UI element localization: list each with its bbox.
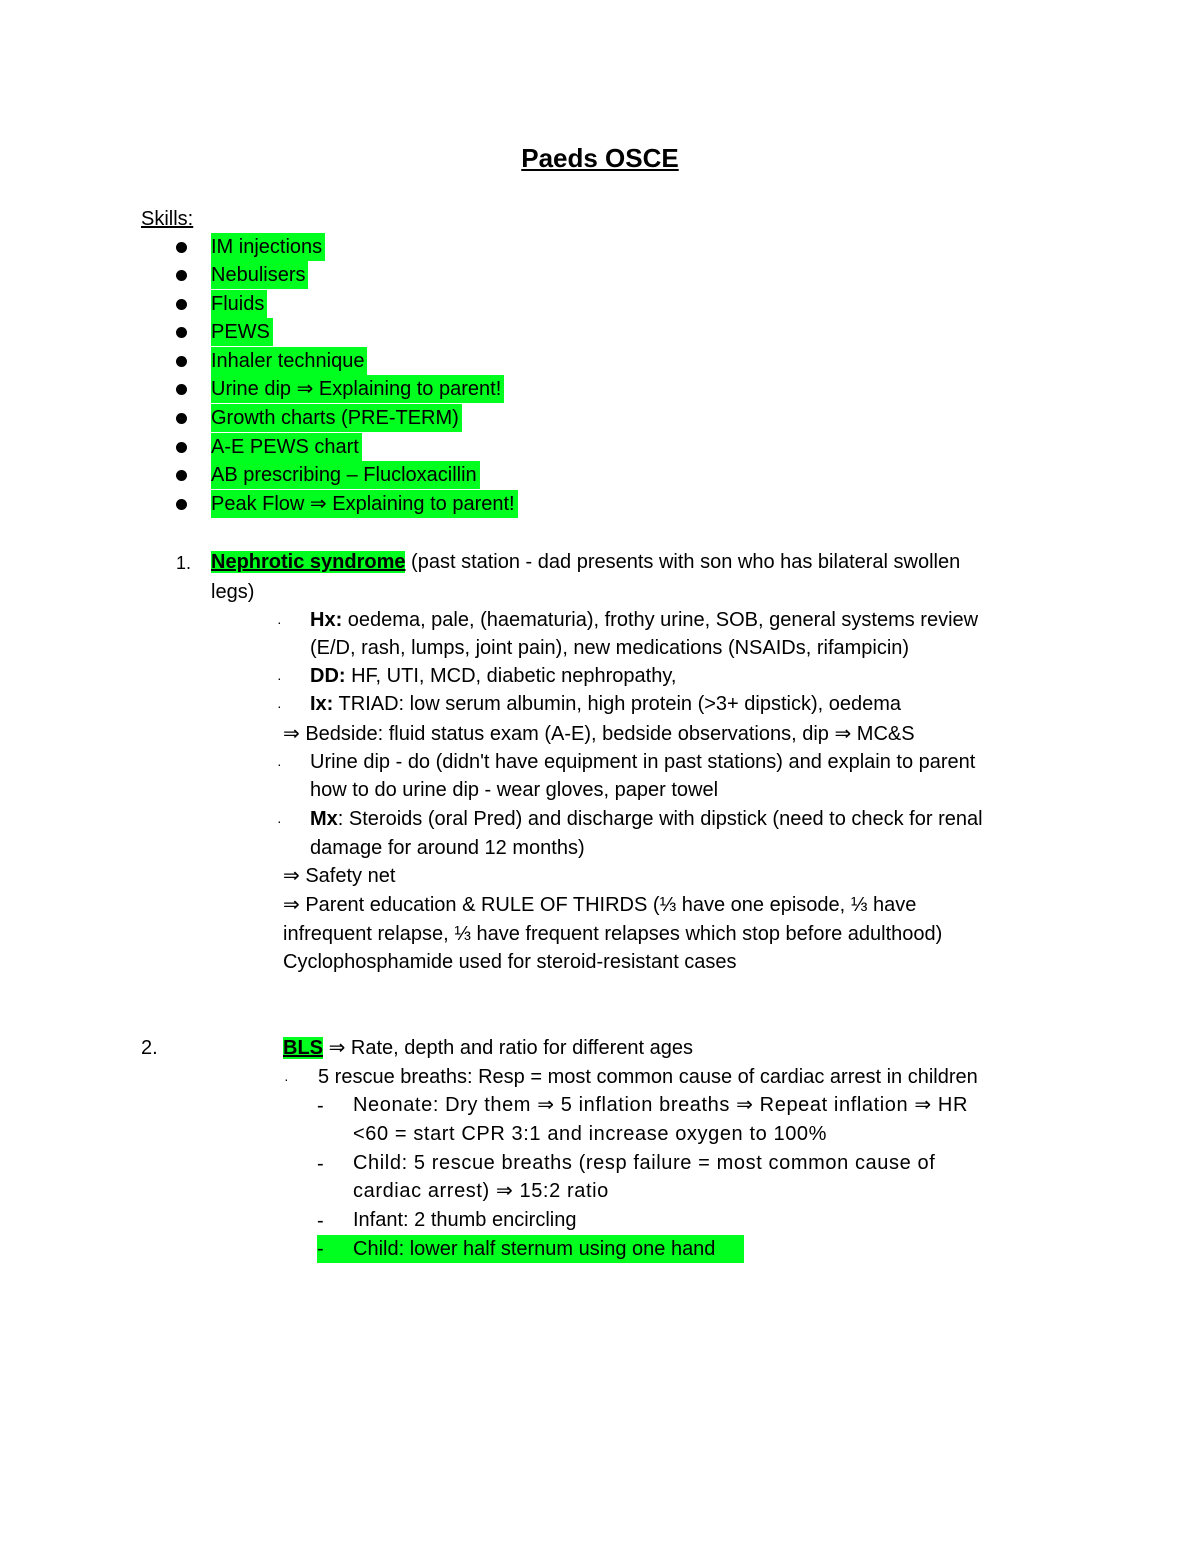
bullet-icon (176, 242, 187, 253)
neonate-text: Neonate: Dry them ⇒ 5 inflation breaths ⇒ Repeat inflation ⇒ HR (353, 1094, 969, 1116)
skill-label: Peak Flow ⇒ Explaining to parent! (211, 490, 518, 518)
ix-label: Ix: (310, 693, 334, 715)
bullet-icon (176, 327, 187, 338)
bullet-icon: · (277, 813, 282, 829)
skill-label: Fluids (211, 290, 267, 318)
safety-net-text: ⇒ Safety net (283, 865, 396, 887)
bullet-icon (176, 299, 187, 310)
bullet-icon: · (277, 698, 282, 714)
bullet-icon (176, 356, 187, 367)
bullet-icon: · (277, 756, 282, 772)
section-heading-line (283, 1034, 693, 1062)
urine-dip-text-cont: how to do urine dip - wear gloves, paper towel (310, 779, 719, 801)
section-heading-context-cont: legs) (211, 581, 255, 603)
parent-education-text-cont: infrequent relapse, ⅓ have frequent relapses which stop before adulthood) (283, 923, 943, 945)
bullet-icon: · (277, 670, 282, 686)
skill-label: Nebulisers (211, 261, 308, 289)
bullet-icon (176, 384, 187, 395)
child-lower-sternum-text: Child: lower half sternum using one hand (353, 1238, 716, 1260)
neonate-text-cont: <60 = start CPR 3:1 and increase oxygen to 100% (353, 1123, 828, 1145)
dd-label: DD: (310, 665, 346, 687)
ix-line (310, 690, 901, 718)
skill-label: Urine dip ⇒ Explaining to parent! (211, 375, 504, 403)
hx-line (310, 606, 978, 634)
bullet-icon: · (277, 614, 282, 630)
dd-text: HF, UTI, MCD, diabetic nephropathy, (351, 665, 677, 687)
dash-icon: - (317, 1238, 324, 1260)
child-text-cont: cardiac arrest) ⇒ 15:2 ratio (353, 1180, 609, 1202)
bullet-icon (176, 413, 187, 424)
hx-text: oedema, pale, (haematuria), frothy urine, SOB, general systems review (347, 609, 979, 631)
bullet-icon (176, 442, 187, 453)
dash-icon: - (317, 1153, 324, 1175)
hx-label: Hx: (310, 609, 343, 631)
mx-text-cont: damage for around 12 months) (310, 837, 585, 859)
bullet-icon: · (284, 1071, 289, 1087)
hx-text-cont: (E/D, rash, lumps, joint pain), new medications (NSAIDs, rifampicin) (310, 637, 910, 659)
page-title: Paeds OSCE (521, 143, 679, 173)
section-heading: BLS (283, 1037, 323, 1059)
section-number: 1. (176, 553, 192, 573)
urine-dip-text: Urine dip - do (didn't have equipment in past stations) and explain to parent (310, 751, 976, 773)
parent-education-text: ⇒ Parent education & RULE OF THIRDS (⅓ have one episode, ⅓ have (283, 894, 917, 916)
highlighted-item (317, 1235, 744, 1263)
dash-icon: - (317, 1210, 324, 1232)
mx-line (310, 805, 983, 833)
child-text: Child: 5 rescue breaths (resp failure = most common cause of (353, 1152, 936, 1174)
skill-label: AB prescribing – Flucloxacillin (211, 461, 480, 489)
skills-heading: Skills: (141, 208, 194, 230)
rescue-breaths-text: 5 rescue breaths: Resp = most common cause of cardiac arrest in children (318, 1066, 978, 1088)
section-heading-context: ⇒ Rate, depth and ratio for different ages (328, 1037, 693, 1059)
bullet-icon (176, 499, 187, 510)
skill-label: A-E PEWS chart (211, 433, 362, 461)
skill-label: Growth charts (PRE-TERM) (211, 404, 462, 432)
section-heading: Nephrotic syndrome (211, 551, 406, 573)
infant-text: Infant: 2 thumb encircling (353, 1209, 577, 1231)
cyclophosphamide-text: Cyclophosphamide used for steroid-resistant cases (283, 951, 737, 973)
section-heading-context: (past station - dad presents with son who has bilateral swollen (411, 551, 961, 573)
mx-text: : Steroids (oral Pred) and discharge with dipstick (need to check for renal (337, 808, 983, 830)
bullet-icon (176, 470, 187, 481)
section-heading-line (211, 548, 960, 576)
dd-line (310, 662, 676, 690)
skill-label: PEWS (211, 318, 273, 346)
dash-icon: - (317, 1095, 324, 1117)
skill-label: Inhaler technique (211, 347, 367, 375)
ix-text: TRIAD: low serum albumin, high protein (>3+ dipstick), oedema (338, 693, 902, 715)
bullet-icon (176, 270, 187, 281)
bedside-text: ⇒ Bedside: fluid status exam (A-E), bedside observations, dip ⇒ MC&S (283, 723, 915, 745)
mx-label: Mx (310, 808, 338, 830)
skill-label: IM injections (211, 233, 325, 261)
section-number: 2. (141, 1037, 158, 1059)
